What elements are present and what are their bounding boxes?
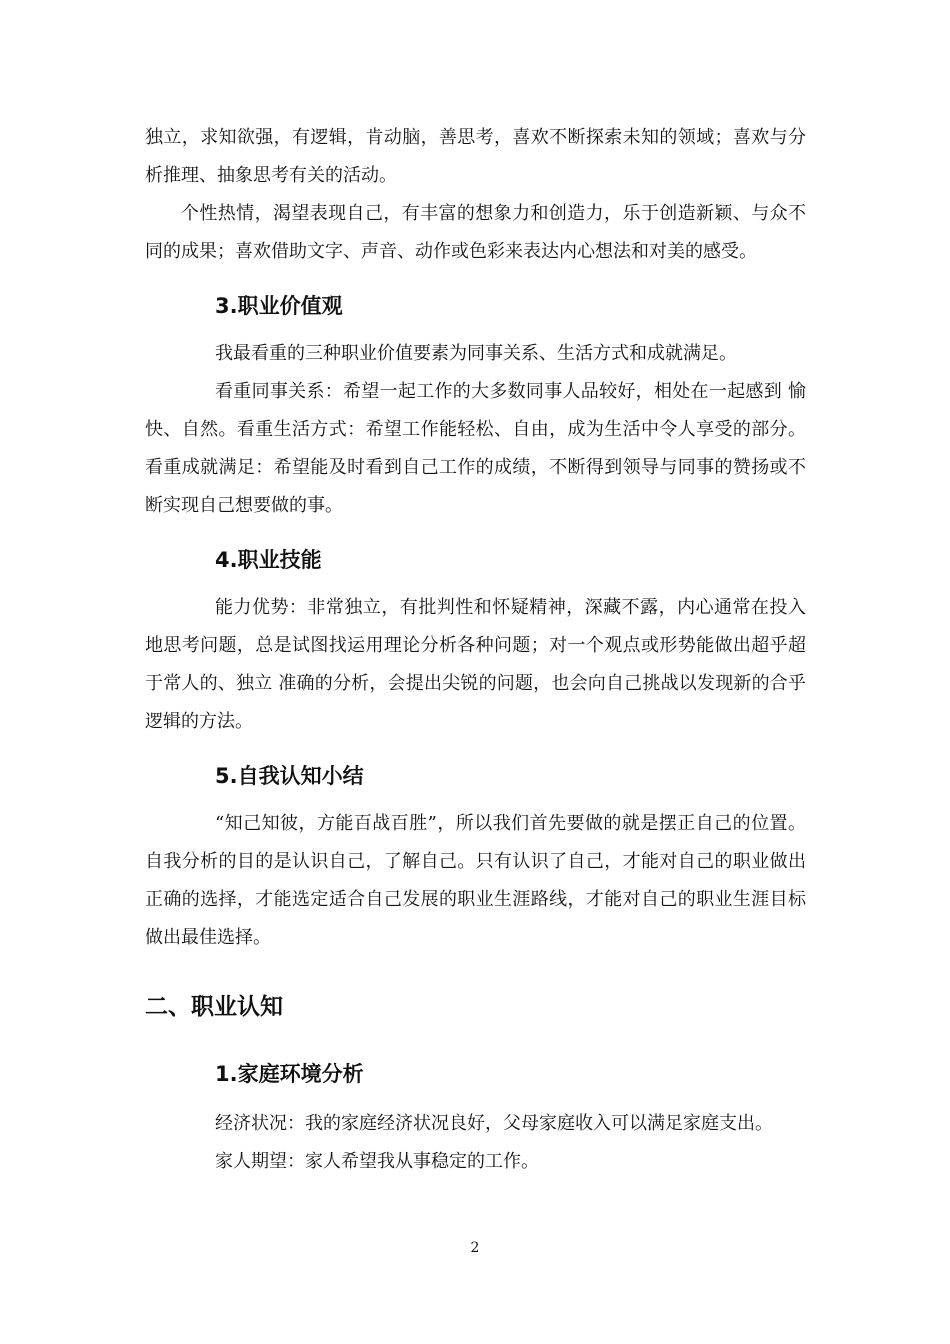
intro-paragraph-2: 个性热情，渴望表现自己，有丰富的想象力和创造力，乐于创造新颖、与众不同的成果；喜欢借助文字、声音、动作或色彩来表达内心想法和对美的感受。 — [145, 203, 806, 262]
page-content — [145, 119, 806, 1181]
self-cognition-summary-paragraph: “知己知彼，方能百战百胜”，所以我们首先要做的就是摆正自己的位置。自我分析的目的是认识自己，了解自己。只有认识了自己，才能对自己的职业做出正确的选择，才能选定适合自己发展的职业生涯路线，才能对自己的职业生涯目标做出最佳选择。 — [145, 813, 806, 948]
career-skills-paragraph: 能力优势：非常独立，有批判性和怀疑精神，深藏不露，内心通常在投入地思考问题，总是试图找运用理论分析各种问题；对一个观点或形势能做出超乎超于常人的、独立 准确的分析，会提出尖锐的问题，也会向自己挑战以发现新的合乎逻辑的方法。 — [145, 597, 806, 732]
family-expectation: 家人期望：家人希望我从事稳定的工作。 — [215, 1151, 539, 1172]
section-heading-career-values: 3.职业价值观 — [215, 294, 343, 318]
section-heading-career-skills: 4.职业技能 — [215, 548, 322, 572]
intro-paragraph-1: 独立，求知欲强，有逻辑，肯动脑，善思考，喜欢不断探索未知的领域；喜欢与分析推理、抽象思考有关的活动。 — [145, 127, 806, 186]
section-heading-self-cognition-summary: 5.自我认知小结 — [215, 764, 364, 788]
page-number: 2 — [470, 1240, 480, 1256]
career-values-detail: 看重同事关系：希望一起工作的大多数同事人品较好，相处在一起感到 愉快、自然。看重生活方式：希望工作能轻松、自由，成为生活中令人享受的部分。看重成就满足：希望能及时看到自己工作的成绩，不断得到领导与同事的赞扬或不断实现自己想要做的事。 — [145, 381, 806, 516]
career-values-summary: 我最看重的三种职业价值要素为同事关系、生活方式和成就满足。 — [215, 343, 737, 364]
chapter-heading-career-cognition: 二、职业认知 — [145, 994, 283, 1020]
family-economic-status: 经济状况：我的家庭经济状况良好，父母家庭收入可以满足家庭支出。 — [215, 1113, 773, 1134]
section-heading-family-environment: 1.家庭环境分析 — [215, 1062, 364, 1086]
